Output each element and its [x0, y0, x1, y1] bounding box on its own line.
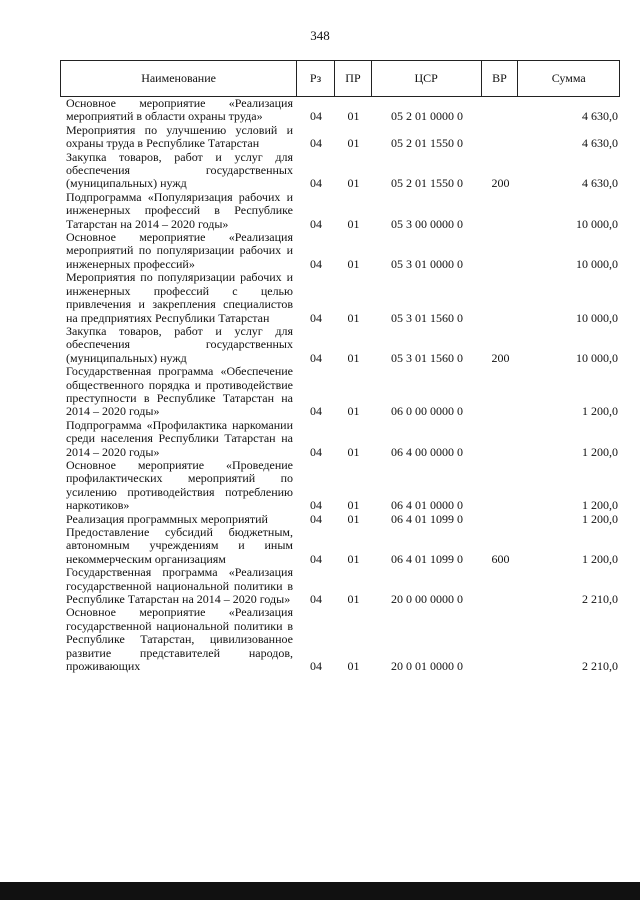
row-pr: 01: [347, 310, 360, 325]
row-sum: 10 000,0: [576, 216, 618, 231]
row-name: Реализация программных мероприятий: [66, 511, 268, 526]
row-rz: 04: [310, 256, 322, 271]
row-csr: 05 3 01 1560 0: [391, 350, 463, 365]
table-row: [60, 271, 620, 325]
row-name: Подпрограмма «Популяризация рабочих и инженерных профессий в Республике Татарстан на 2014 – 2020 годы»: [66, 189, 293, 231]
row-pr: 01: [347, 136, 360, 151]
row-pr: 01: [347, 109, 360, 124]
budget-table: [60, 60, 620, 673]
table-row: [60, 606, 620, 673]
row-sum: 4 630,0: [582, 176, 618, 191]
row-csr: 05 3 01 1560 0: [391, 310, 463, 325]
table-row: [60, 231, 620, 271]
row-name: Государственная программа «Обеспечение общественного порядка и противодействие преступности в Республике Татарстан на 2014 – 2020 годы»: [66, 364, 293, 419]
row-rz: 04: [310, 592, 322, 607]
table-row: [60, 526, 620, 566]
table-header: [60, 60, 620, 97]
row-sum: 10 000,0: [576, 310, 618, 325]
row-vr: 600: [491, 551, 510, 566]
row-rz: 04: [310, 109, 322, 124]
row-sum: 1 200,0: [582, 511, 618, 526]
table-body: [60, 97, 620, 673]
row-csr: 06 4 01 0000 0: [391, 498, 463, 513]
row-rz: 04: [310, 498, 322, 513]
row-vr: 200: [491, 350, 510, 365]
row-rz: 04: [310, 310, 322, 325]
row-name: Мероприятия по улучшению условий и охраны труда в Республике Татарстан: [66, 122, 293, 151]
row-sum: 10 000,0: [576, 256, 618, 271]
row-pr: 01: [347, 444, 360, 459]
row-csr: 05 2 01 1550 0: [391, 176, 463, 191]
column-header-sum: Сумма: [551, 71, 586, 85]
row-vr: 200: [491, 176, 510, 191]
row-sum: 1 200,0: [582, 551, 618, 566]
row-csr: 05 3 01 0000 0: [391, 256, 463, 271]
row-pr: 01: [347, 551, 360, 566]
row-rz: 04: [310, 136, 322, 151]
row-rz: 04: [310, 350, 322, 365]
row-name: Подпрограмма «Профилактика наркомании среди населения Республики Татарстан на 2014 – 2020 годы»: [66, 417, 293, 459]
page-number: 348: [310, 28, 330, 43]
row-name: Основное мероприятие «Проведение профилактических мероприятий по усилению противодействия потреблению наркотиков»: [66, 457, 293, 513]
row-csr: 06 4 00 0000 0: [391, 444, 463, 459]
table-row: [60, 97, 620, 124]
row-csr: 06 0 00 0000 0: [391, 404, 463, 419]
column-header-vr: ВР: [482, 61, 519, 96]
column-header-csr: ЦСР: [372, 61, 482, 96]
row-csr: 06 4 01 1099 0: [391, 511, 463, 526]
row-sum: 1 200,0: [582, 404, 618, 419]
row-name: Закупка товаров, работ и услуг для обеспечения государственных (муниципальных) нужд: [66, 323, 293, 365]
table-row: [60, 459, 620, 513]
table-row: [60, 566, 620, 606]
row-rz: 04: [310, 176, 322, 191]
row-csr: 06 4 01 1099 0: [391, 551, 463, 566]
column-header-name: Наименование: [61, 61, 297, 96]
row-sum: 2 210,0: [582, 659, 618, 674]
row-sum: 1 200,0: [582, 498, 618, 513]
table-row: [60, 124, 620, 151]
row-csr: 20 0 01 0000 0: [391, 659, 463, 674]
row-sum: 4 630,0: [582, 109, 618, 124]
row-rz: 04: [310, 659, 322, 674]
row-name: Основное мероприятие «Реализация мероприятий по популяризации рабочих и инженерных профессий»: [66, 230, 293, 271]
scan-bottom-edge: [0, 882, 640, 900]
column-header-rz: Рз: [297, 61, 335, 96]
row-name: Государственная программа «Реализация государственной национальной политики в Республике Татарстан на 2014 – 2020 годы»: [66, 565, 293, 607]
row-rz: 04: [310, 216, 322, 231]
row-pr: 01: [347, 176, 360, 191]
table-row: [60, 151, 620, 191]
row-csr: 05 2 01 0000 0: [391, 109, 463, 124]
row-pr: 01: [347, 511, 360, 526]
row-name: Основное мероприятие «Реализация государственной национальной политики в Республике Татарстан, цивилизованное развитие представителей народов, проживающих: [66, 605, 293, 674]
table-row: [60, 419, 620, 459]
row-pr: 01: [347, 592, 360, 607]
table-row: [60, 365, 620, 419]
row-rz: 04: [310, 444, 322, 459]
row-csr: 05 2 01 1550 0: [391, 136, 463, 151]
row-rz: 04: [310, 511, 322, 526]
row-pr: 01: [347, 216, 360, 231]
row-sum: 4 630,0: [582, 136, 618, 151]
row-rz: 04: [310, 404, 322, 419]
table-row: [60, 191, 620, 231]
row-sum: 10 000,0: [576, 350, 618, 365]
row-csr: 20 0 00 0000 0: [391, 592, 463, 607]
row-name: Мероприятия по популяризации рабочих и инженерных профессий с целью привлечения и закрепления специалистов на предприятиях Республики Татарстан: [66, 270, 293, 325]
row-pr: 01: [347, 350, 360, 365]
row-pr: 01: [347, 404, 360, 419]
row-sum: 1 200,0: [582, 444, 618, 459]
row-pr: 01: [347, 256, 360, 271]
row-sum: 2 210,0: [582, 592, 618, 607]
row-pr: 01: [347, 659, 360, 674]
row-csr: 05 3 00 0000 0: [391, 216, 463, 231]
table-row: [60, 325, 620, 365]
row-pr: 01: [347, 498, 360, 513]
column-header-pr: ПР: [335, 61, 372, 96]
row-name: Предоставление субсидий бюджетным, автономным учреждениям и иным некоммерческим организациям: [66, 525, 293, 566]
row-name: Основное мероприятие «Реализация мероприятий в области охраны труда»: [66, 96, 293, 124]
row-name: Закупка товаров, работ и услуг для обеспечения государственных (муниципальных) нужд: [66, 149, 293, 191]
table-row: [60, 513, 620, 526]
row-rz: 04: [310, 551, 322, 566]
